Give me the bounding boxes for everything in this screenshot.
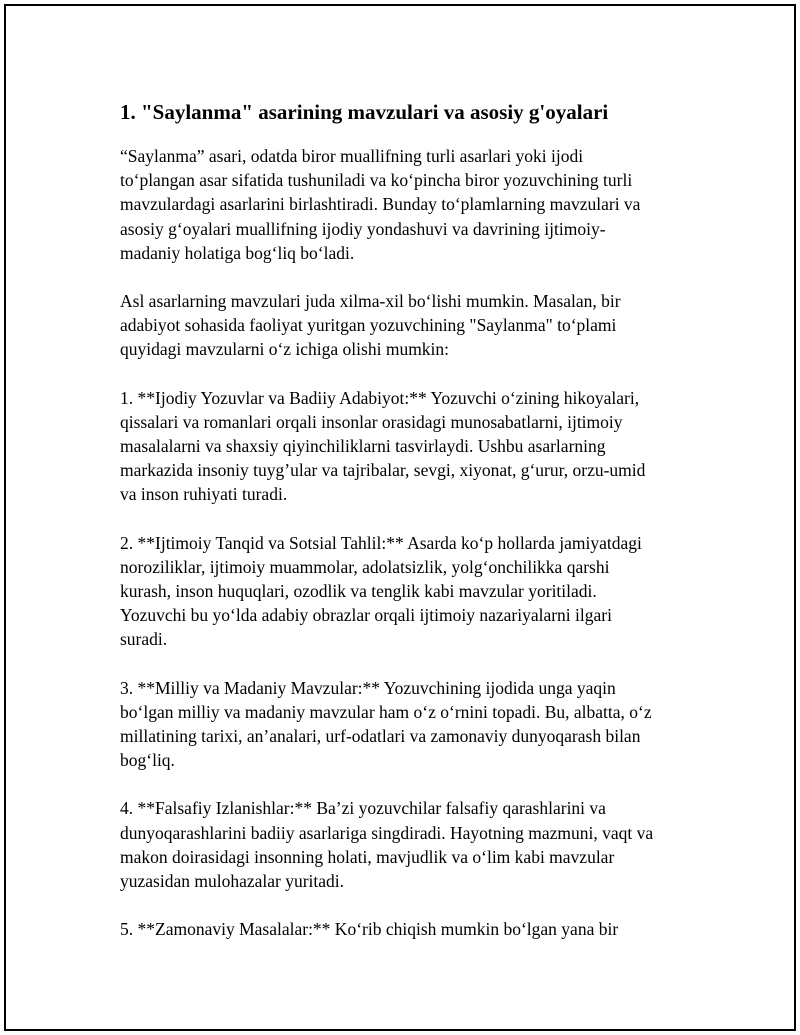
text-line: dunyoqarashlarini badiiy asarlariga singdiradi. Hayotning mazmuni, vaqt va: [120, 822, 654, 843]
text-line: bog‘liq.: [120, 750, 175, 771]
text-line: “Saylanma” asari, odatda biror muallifning turli asarlari yoki ijodi: [120, 146, 584, 166]
document-body: [120, 98, 700, 965]
text-line: suradi.: [120, 629, 168, 650]
paragraph: [120, 386, 700, 507]
text-line: mavzulardagi asarlarini birlashtiradi. Bunday to‘plamlarning mavzulari va: [120, 194, 641, 215]
text-line: noroziliklar, ijtimoiy muammolar, adolatsizlik, yolg‘onchilikka qarshi: [120, 556, 610, 577]
text-line: asosiy g‘oyalari muallifning ijodiy yondashuvi va davrining ijtimoiy-: [120, 218, 606, 239]
text-line: kurash, inson huquqlari, ozodlik va tenglik kabi mavzular yoritiladi.: [120, 581, 597, 602]
text-line: 3. **Milliy va Madaniy Mavzular:** Yozuvchining ijodida unga yaqin: [120, 677, 616, 698]
text-line: 4. **Falsafiy Izlanishlar:** Ba’zi yozuvchilar falsafiy qarashlarini va: [120, 798, 606, 819]
paragraph: [120, 144, 700, 265]
paragraph-list: [120, 144, 700, 941]
text-line: yuzasidan mulohazalar yuritadi.: [120, 871, 345, 892]
text-line: quyidagi mavzularni o‘z ichiga olishi mumkin:: [120, 339, 450, 360]
text-line: bo‘lgan milliy va madaniy mavzular ham o‘z o‘rnini topadi. Bu, albatta, o‘z: [120, 701, 652, 722]
text-line: markazida insoniy tuyg’ular va tajribalar, sevgi, xiyonat, g‘urur, orzu-umid: [120, 460, 646, 481]
paragraph: [120, 531, 700, 652]
text-line: 2. **Ijtimoiy Tanqid va Sotsial Tahlil:** Asarda ko‘p hollarda jamiyatdagi: [120, 532, 642, 553]
paragraph: [120, 289, 700, 362]
paragraph: [120, 796, 700, 893]
text-line: 1. **Ijodiy Yozuvlar va Badiiy Adabiyot:** Yozuvchi o‘zining hikoyalari,: [120, 387, 640, 408]
text-line: Yozuvchi bu yo‘lda adabiy obrazlar orqali ijtimoiy nazariyalarni ilgari: [120, 605, 612, 626]
text-line: masalalarni va shaxsiy qiyinchiliklarni tasvirlaydi. Ushbu asarlarning: [120, 436, 606, 457]
page-frame: [4, 4, 796, 1031]
paragraph: [120, 917, 700, 941]
text-line: Asl asarlarning mavzulari juda xilma-xil bo‘lishi mumkin. Masalan, bir: [120, 291, 621, 312]
text-line: qissalari va romanlari orqali insonlar orasidagi munosabatlarni, ijtimoiy: [120, 411, 623, 432]
paragraph: [120, 676, 700, 773]
document-title: 1. "Saylanma" asarining mavzulari va asosiy g'oyalari: [120, 100, 609, 124]
text-line: millatining tarixi, an’analari, urf-odatlari va zamonaviy dunyoqarash bilan: [120, 726, 641, 747]
text-line: makon doirasidagi insonning holati, mavjudlik va o‘lim kabi mavzular: [120, 846, 615, 867]
text-line: va inson ruhiyati turadi.: [120, 484, 288, 505]
text-line: to‘plangan asar sifatida tushuniladi va ko‘pincha biror yozuvchining turli: [120, 170, 633, 191]
text-line: madaniy holatiga bog‘liq bo‘ladi.: [120, 242, 355, 263]
text-line: adabiyot sohasida faoliyat yuritgan yozuvchining "Saylanma" to‘plami: [120, 315, 617, 336]
text-line: 5. **Zamonaviy Masalalar:** Ko‘rib chiqish mumkin bo‘lgan yana bir: [120, 919, 619, 940]
